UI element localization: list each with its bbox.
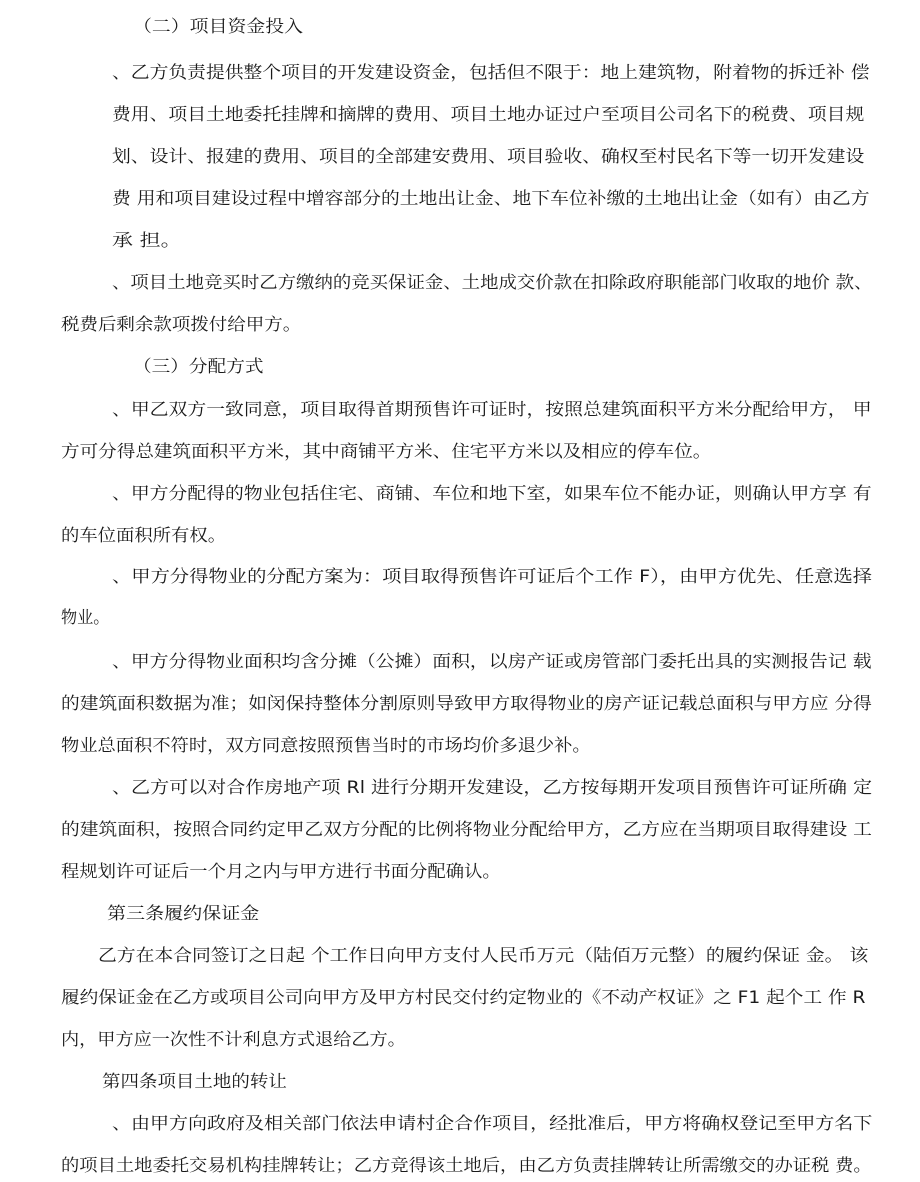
- paragraph-line: 、甲乙双方一致同意，项目取得首期预售许可证时，按照总建筑面积平方米分配给甲方， 甲: [112, 399, 872, 419]
- paragraph-line: 的建筑面积数据为准；如闵保持整体分割原则导致甲方取得物业的房产证记载总面积与甲方应 分得: [61, 693, 872, 713]
- paragraph-line: 的建筑面积，按照合同约定甲乙双方分配的比例将物业分配给甲方，乙方应在当期项目取得建设 工: [61, 819, 872, 839]
- paragraph-line: 、甲方分得物业的分配方案为：项目取得预售许可证后个工作 F），由甲方优先、任意选择: [112, 566, 873, 586]
- section-heading-funding: （二）项目资金投入: [133, 16, 304, 36]
- paragraph-line: 划、设计、报建的费用、项目的全部建安费用、项目验收、确权至村民名下等一切开发建设: [112, 146, 865, 166]
- paragraph-line: 物业。: [61, 607, 110, 627]
- paragraph-line: 、乙方可以对合作房地产项 Rl 进行分期开发建设，乙方按每期开发项目预售许可证所确 定: [112, 777, 872, 797]
- paragraph-line: 履约保证金在乙方或项目公司向甲方及甲方村民交付约定物业的《不动产权证》之 F1 起个工 作 R: [61, 987, 866, 1007]
- paragraph-line: 费用、项目土地委托挂牌和摘牌的费用、项目土地办证过户至项目公司名下的税费、项目规: [112, 104, 865, 124]
- paragraph-line: 、项目土地竞买时乙方缴纳的竞买保证金、土地成交价款在扣除政府职能部门收取的地价 款、: [112, 272, 873, 292]
- paragraph-line: 承 担。: [112, 230, 182, 250]
- paragraph-line: 、由甲方向政府及相关部门依法申请村企合作项目，经批准后，甲方将确权登记至甲方名下: [112, 1113, 873, 1133]
- paragraph-line: 方可分得总建筑面积平方米，其中商铺平方米、住宅平方米以及相应的停车位。: [61, 441, 712, 461]
- paragraph-line: 费 用和项目建设过程中增容部分的土地出让金、地下车位补缴的土地出让金（如有）由乙方: [112, 188, 870, 208]
- article-heading-land-transfer: 第四条项目土地的转让: [102, 1071, 287, 1091]
- paragraph-line: 的车位面积所有权。: [61, 525, 227, 545]
- paragraph-line: 税费后剩余款项拨付给甲方。: [61, 314, 302, 334]
- paragraph-line: 物业总面积不符时，双方同意按照预售当时的市场均价多退少补。: [61, 735, 591, 755]
- paragraph-line: 、甲方分得物业面积均含分摊（公摊）面积，以房产证或房管部门委托出具的实测报告记 载: [112, 651, 872, 671]
- paragraph-line: 乙方在本合同签订之日起 个工作日向甲方支付人民币万元（陆佰万元整）的履约保证 金。 该: [98, 945, 869, 965]
- article-heading-performance-bond: 第三条履约保证金: [107, 903, 260, 923]
- paragraph-line: 、甲方分配得的物业包括住宅、商铺、车位和地下室，如果车位不能办证，则确认甲方享 有: [112, 483, 872, 503]
- paragraph-line: 的项目土地委托交易机构挂牌转让；乙方竞得该土地后，由乙方负责挂牌转让所需缴交的办证税 费。: [61, 1155, 872, 1175]
- section-heading-distribution: （三）分配方式: [133, 356, 264, 376]
- paragraph-line: 程规划许可证后一个月之内与甲方进行书面分配确认。: [61, 861, 501, 881]
- paragraph-line: 内，甲方应一次性不计利息方式退给乙方。: [61, 1029, 406, 1049]
- paragraph-line: 、乙方负责提供整个项目的开发建设资金，包括但不限于：地上建筑物，附着物的拆迁补 偿: [112, 62, 870, 82]
